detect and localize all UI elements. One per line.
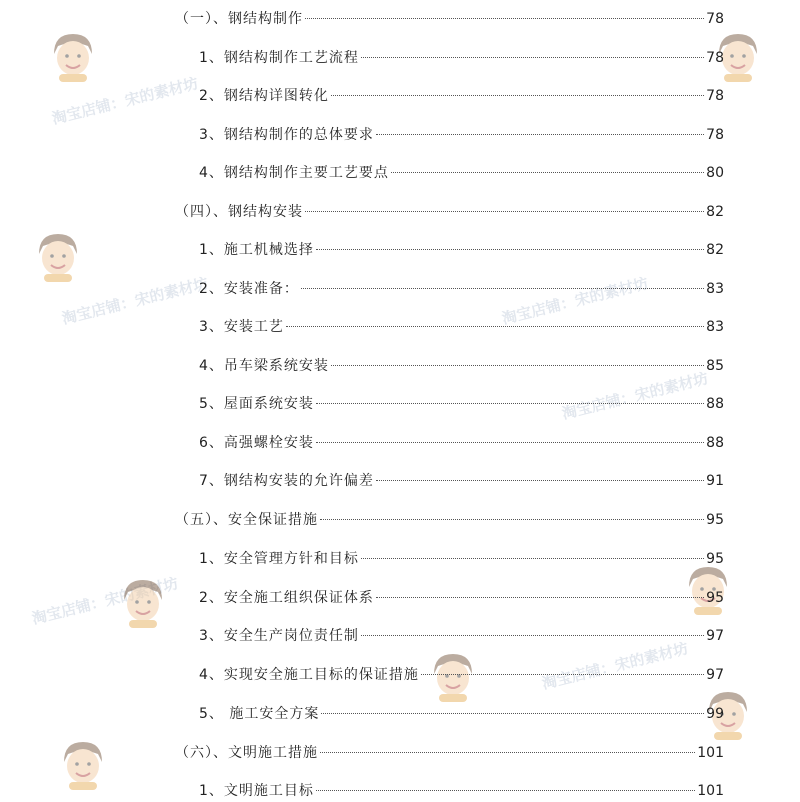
- toc-entry-title: 1、钢结构制作工艺流程: [199, 50, 359, 66]
- toc-entry: [199, 664, 724, 686]
- toc-entry: [199, 703, 724, 725]
- toc-entry-title: 6、高强螺栓安装: [199, 435, 314, 451]
- watermark-text: 淘宝店铺：宋的素材坊: [50, 74, 201, 128]
- toc-entry-page: 82: [706, 204, 724, 220]
- toc-entry-page: 83: [706, 319, 724, 335]
- toc-leader-dots: [305, 18, 704, 19]
- toc-entry-page: 101: [697, 745, 724, 761]
- watermark-text: 淘宝店铺：宋的素材坊: [540, 639, 691, 693]
- toc-leader-dots: [421, 674, 704, 675]
- toc-entry-page: 83: [706, 281, 724, 297]
- toc-entry-title: （五）、安全保证措施: [175, 512, 318, 528]
- toc-entry-page: 95: [706, 590, 724, 606]
- toc-entry-page: 78: [706, 127, 724, 143]
- toc-entry-page: 95: [706, 512, 724, 528]
- toc-entry-title: 1、施工机械选择: [199, 242, 314, 258]
- toc-entry-title: 3、安全生产岗位责任制: [199, 628, 359, 644]
- toc-entry-page: 78: [706, 88, 724, 104]
- toc-entry: [175, 509, 724, 531]
- toc-entry-title: （四）、钢结构安装: [175, 204, 303, 220]
- toc-entry: [199, 239, 724, 261]
- toc-entry-title: 2、安全施工组织保证体系: [199, 590, 374, 606]
- toc-leader-dots: [316, 403, 704, 404]
- toc-entry-page: 99: [706, 706, 724, 722]
- toc-leader-dots: [321, 713, 704, 714]
- toc-entry-title: 1、安全管理方针和目标: [199, 551, 359, 567]
- toc-entry-title: 4、吊车梁系统安装: [199, 358, 329, 374]
- toc-entry: [199, 470, 724, 492]
- toc-leader-dots: [361, 558, 704, 559]
- toc-entry-page: 97: [706, 667, 724, 683]
- toc-entry: [175, 8, 724, 30]
- toc-entry: [199, 162, 724, 184]
- toc-leader-dots: [376, 480, 704, 481]
- toc-entry-title: 4、实现安全施工目标的保证措施: [199, 667, 419, 683]
- toc-entry-page: 82: [706, 242, 724, 258]
- toc-leader-dots: [320, 519, 704, 520]
- toc-entry-title: 3、安装工艺: [199, 319, 284, 335]
- toc-entry: [199, 780, 724, 802]
- toc-entry-page: 95: [706, 551, 724, 567]
- toc-entry: [199, 548, 724, 570]
- toc-entry: [199, 393, 724, 415]
- toc-entry: [199, 355, 724, 377]
- toc-leader-dots: [320, 752, 695, 753]
- toc-entry-title: 1、文明施工目标: [199, 783, 314, 799]
- toc-entry-title: 7、钢结构安装的允许偏差: [199, 473, 374, 489]
- toc-entry-page: 88: [706, 435, 724, 451]
- toc-entry-page: 85: [706, 358, 724, 374]
- toc-entry-title: 2、钢结构详图转化: [199, 88, 329, 104]
- toc-entry: [199, 587, 724, 609]
- toc-entry-title: （一）、钢结构制作: [175, 11, 303, 27]
- toc-entry: [175, 201, 724, 223]
- toc-entry-title: 4、钢结构制作主要工艺要点: [199, 165, 389, 181]
- toc-entry-title: （六）、文明施工措施: [175, 745, 318, 761]
- toc-entry: [199, 316, 724, 338]
- toc-leader-dots: [286, 326, 704, 327]
- toc-entry: [199, 432, 724, 454]
- toc-leader-dots: [376, 134, 704, 135]
- toc-leader-dots: [316, 249, 704, 250]
- watermark-text: 淘宝店铺：宋的素材坊: [30, 574, 181, 628]
- toc-leader-dots: [305, 211, 704, 212]
- watermark-text: 淘宝店铺：宋的素材坊: [60, 274, 211, 328]
- toc-entry-page: 88: [706, 396, 724, 412]
- toc-entry-page: 91: [706, 473, 724, 489]
- toc-entry-page: 101: [697, 783, 724, 799]
- toc-leader-dots: [376, 597, 704, 598]
- toc-entry-title: 2、安装准备：: [199, 281, 299, 297]
- toc-leader-dots: [361, 57, 704, 58]
- toc-entry: [175, 742, 724, 764]
- toc-leader-dots: [391, 172, 704, 173]
- toc-entry: [199, 85, 724, 107]
- toc-entry-page: 97: [706, 628, 724, 644]
- watermark-text: 淘宝店铺：宋的素材坊: [560, 369, 711, 423]
- toc-leader-dots: [331, 95, 704, 96]
- toc-entry-title: 5、屋面系统安装: [199, 396, 314, 412]
- toc-leader-dots: [361, 635, 704, 636]
- toc-entry-page: 78: [706, 11, 724, 27]
- toc-entry: [199, 124, 724, 146]
- toc-entry: [199, 278, 724, 300]
- toc-entry-title: 5、 施工安全方案: [199, 706, 320, 722]
- toc-leader-dots: [316, 790, 695, 791]
- toc-leader-dots: [301, 288, 704, 289]
- toc-entry: [199, 625, 724, 647]
- toc-entry-page: 78: [706, 50, 724, 66]
- toc-leader-dots: [331, 365, 704, 366]
- toc-entry-title: 3、钢结构制作的总体要求: [199, 127, 374, 143]
- toc-leader-dots: [316, 442, 704, 443]
- toc-entry: [199, 47, 724, 69]
- toc-entry-page: 80: [706, 165, 724, 181]
- watermark-text: 淘宝店铺：宋的素材坊: [500, 274, 651, 328]
